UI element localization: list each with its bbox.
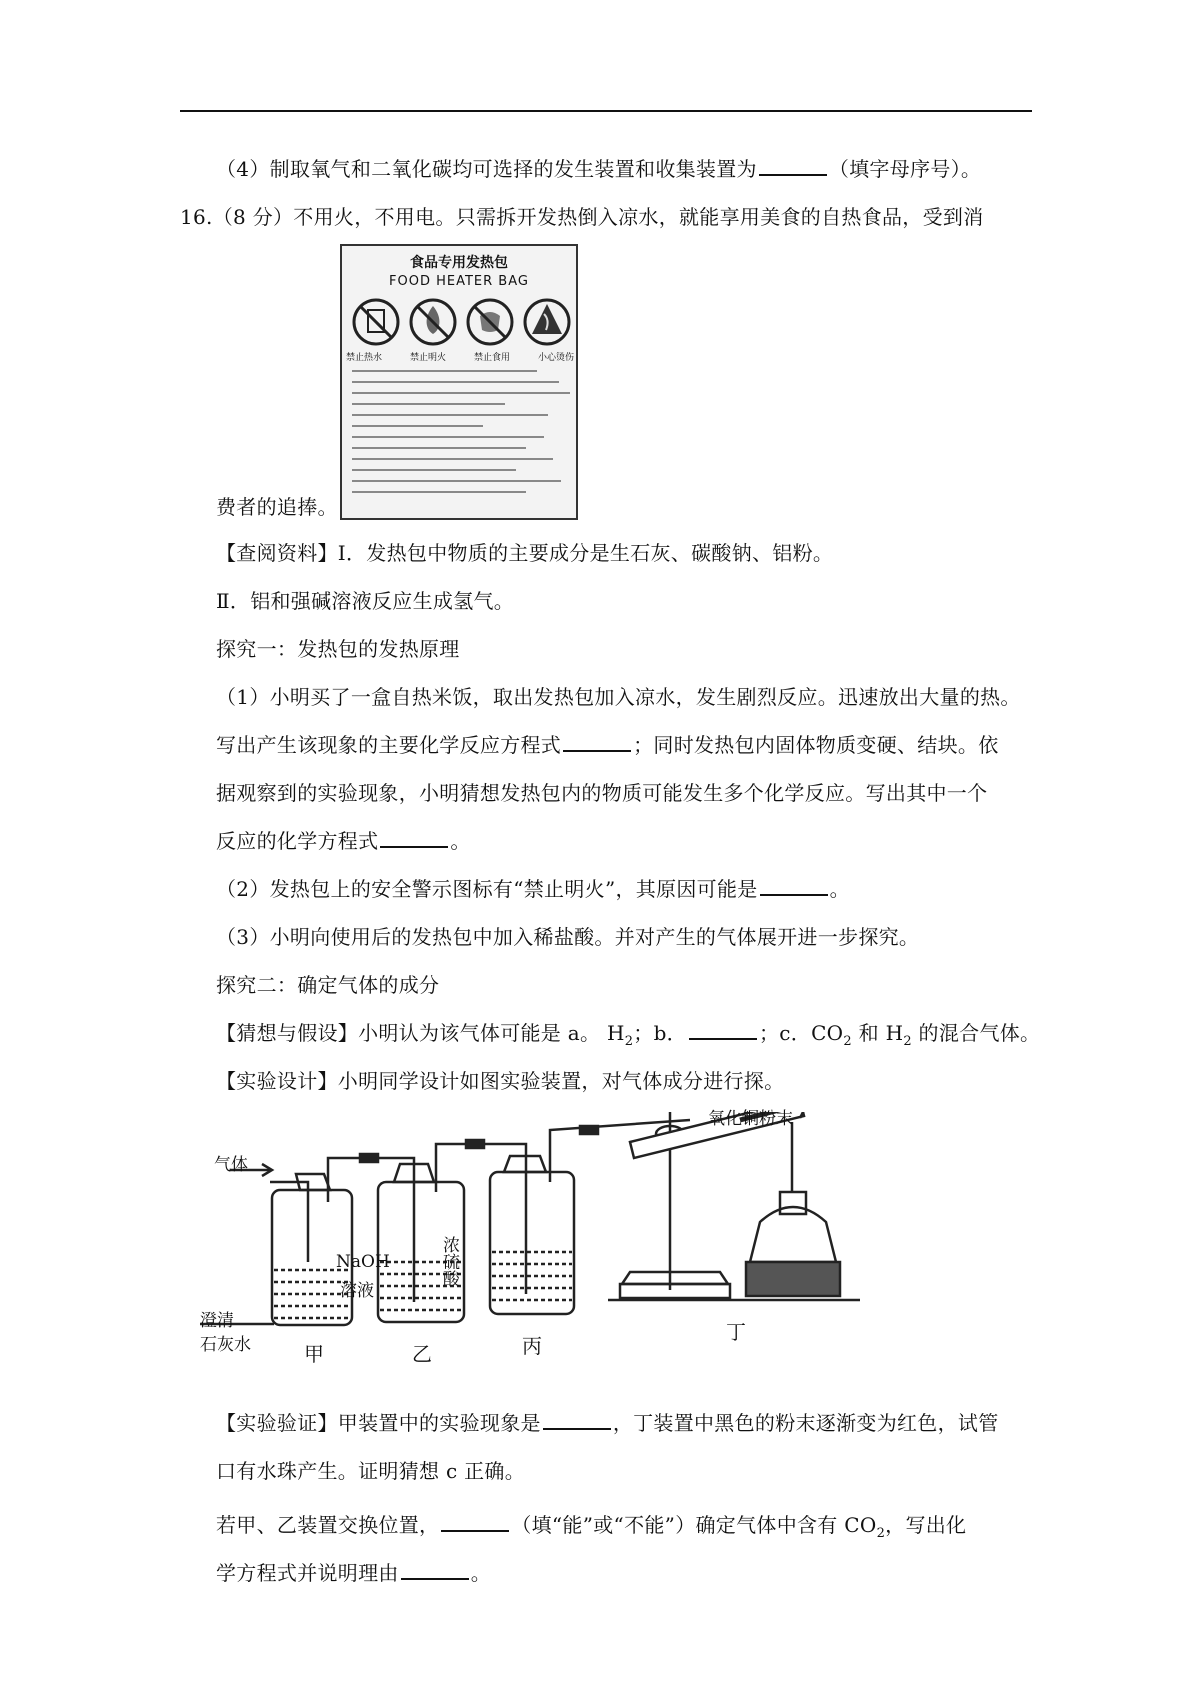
text: （填“能”或“不能”）确定气体中含有 CO <box>511 1513 877 1537</box>
text: 。 <box>450 829 471 853</box>
reference-2: Ⅱ．铝和强碱溶液反应生成氢气。 <box>216 589 515 613</box>
text: 和 H <box>851 1021 904 1045</box>
subscript: 2 <box>903 1034 912 1049</box>
verify-line-1 <box>216 1410 999 1436</box>
heater-subtitle: FOOD HEATER BAG <box>389 274 529 289</box>
p1-line-4 <box>216 828 471 854</box>
text: 。 <box>829 877 850 901</box>
text: （2）发热包上的安全警示图标有“禁止明火”，其原因可能是 <box>216 877 758 901</box>
subscript: 2 <box>624 1034 634 1049</box>
text: 【猜想与假设】小明认为该气体可能是 a。 H <box>216 1021 625 1045</box>
text: 反应的化学方程式 <box>216 829 379 853</box>
gas-label: 气体 <box>214 1155 248 1175</box>
question-4 <box>216 156 981 182</box>
apparatus-diagram <box>200 1109 1060 1372</box>
p1-line-3: 据观察到的实验现象，小明猜想发热包内的物质可能发生多个化学反应。写出其中一个 <box>216 781 988 805</box>
text: 写出产生该现象的主要化学反应方程式 <box>216 733 562 757</box>
limewater-label-2: 石灰水 <box>200 1335 251 1355</box>
text: 的混合气体。 <box>911 1021 1041 1045</box>
warning-label: 禁止明火 <box>409 353 446 363</box>
heater-title: 食品专用发热包 <box>410 255 508 271</box>
swap-line-1 <box>216 1512 966 1547</box>
label-bing: 丙 <box>522 1334 542 1358</box>
label-jia: 甲 <box>304 1342 324 1366</box>
text: 【实验验证】甲装置中的实验现象是 <box>216 1411 541 1435</box>
no-eating-icon <box>468 300 512 344</box>
verify-line-2: 口有水珠产生。证明猜想 c 正确。 <box>216 1459 526 1483</box>
question-16-intro: 16.（8 分）不用火，不用电。只需拆开发热倒入凉水，就能享用美食的自热食品，受到消 <box>180 205 984 229</box>
heater-fine-print <box>352 370 570 502</box>
text: 若甲、乙装置交换位置， <box>216 1513 440 1537</box>
acid-label: 浓硫酸 <box>439 1236 459 1287</box>
warning-label: 禁止热水 <box>346 353 383 363</box>
heater-bag-image <box>340 244 578 520</box>
text: ，写出化 <box>885 1513 967 1537</box>
text: 学方程式并说明理由 <box>216 1561 399 1585</box>
no-hot-water-icon <box>354 300 398 344</box>
answer-blank <box>401 1560 469 1580</box>
answer-blank <box>563 732 631 752</box>
text: 。 <box>470 1561 492 1585</box>
answer-blank <box>441 1512 509 1532</box>
answer-blank <box>689 1020 757 1040</box>
no-open-flame-icon <box>411 300 455 344</box>
answer-blank <box>543 1410 611 1430</box>
q4-text-end: （填字母序号）。 <box>828 157 982 181</box>
apparatus-drawing <box>200 1112 1060 1372</box>
text: ；b． <box>633 1021 687 1045</box>
warning-label: 小心烫伤 <box>537 353 574 363</box>
bottle-bing <box>490 1142 574 1314</box>
cuo-label: 氧化铜粉末 <box>708 1109 793 1129</box>
header-rule <box>180 110 1032 112</box>
reference-1: 【查阅资料】Ⅰ．发热包中物质的主要成分是生石灰、碳酸钠、铝粉。 <box>216 541 834 565</box>
naoh-label-1: NaOH <box>336 1252 390 1272</box>
text: ；同时发热包内固体物质变硬、结块。依 <box>633 733 999 757</box>
text: ，丁装置中黑色的粉末逐渐变为红色，试管 <box>612 1411 999 1435</box>
p1-line-1: （1）小明买了一盒自热米饭，取出发热包加入凉水，发生剧烈反应。迅速放出大量的热。 <box>216 685 1021 709</box>
warning-icons <box>348 294 574 350</box>
p1-line-2 <box>216 732 999 758</box>
naoh-label-2: 溶液 <box>340 1281 374 1301</box>
text: ；c．CO <box>758 1021 844 1045</box>
explore-1-heading: 探究一：发热包的发热原理 <box>216 637 460 661</box>
hypothesis <box>216 1020 1040 1055</box>
warning-labels <box>346 350 574 363</box>
q4-text: （4）制取氧气和二氧化碳均可选择的发生装置和收集装置为 <box>216 157 757 181</box>
subscript: 2 <box>876 1526 886 1541</box>
answer-blank <box>760 876 828 896</box>
limewater-label-1: 澄清 <box>200 1311 234 1331</box>
warning-label: 禁止食用 <box>473 353 510 363</box>
answer-blank <box>380 828 448 848</box>
question-16-intro-end: 费者的追捧。 <box>216 495 338 519</box>
bottle-jia <box>272 1174 352 1325</box>
caution-burn-icon <box>525 300 569 344</box>
label-yi: 乙 <box>412 1342 432 1366</box>
swap-line-2 <box>216 1560 491 1586</box>
p3: （3）小明向使用后的发热包中加入稀盐酸。并对产生的气体展开进一步探究。 <box>216 925 920 949</box>
p2 <box>216 876 850 902</box>
answer-blank <box>759 156 827 176</box>
subscript: 2 <box>843 1034 852 1049</box>
design: 【实验设计】小明同学设计如图实验装置，对气体成分进行探。 <box>216 1069 785 1093</box>
label-ding: 丁 <box>726 1320 746 1344</box>
explore-2-heading: 探究二：确定气体的成分 <box>216 973 440 997</box>
